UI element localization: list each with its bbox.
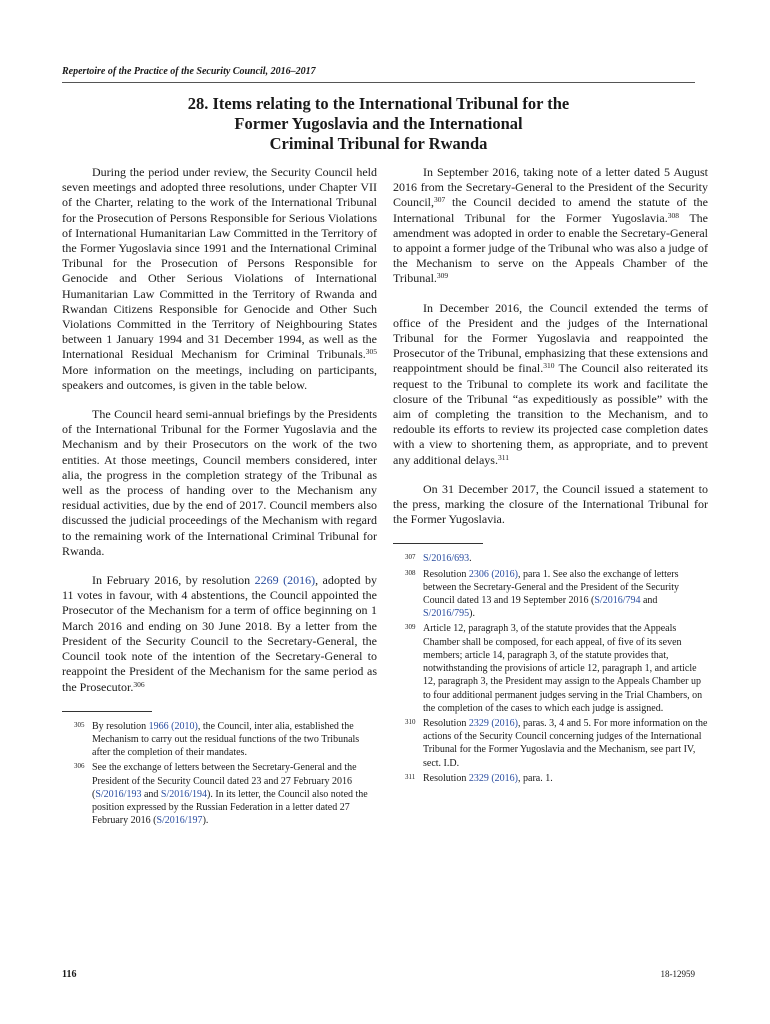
footnote-ref-305[interactable]: 305 [365, 347, 377, 357]
footnote-306: 306 See the exchange of letters between the Secretary-General and the President of the Security Council dated 23 and 27 February 2016 (S/2016/193 and S/2016/194). In its letter, the Council also noted the position expressed by the Russian Federation in a letter dated 27 February 2016 (S/2016/197). [74, 762, 368, 827]
resolution-link-2329[interactable]: 2329 (2016) [468, 717, 519, 729]
footnote-ref-310[interactable]: 310 [543, 361, 555, 371]
paragraph-meetings-overview: During the period under review, the Security Council held seven meetings and adopted three resolutions, under Chapter VII of the Charter, relating to the work of the International Tribunal for the Prosecution of Persons Responsible for Serious Violations of International Humanitarian Law Committed in the Territory of the Former Yugoslavia since 1991 and the International Criminal Tribunal for the Prosecution of Persons Responsible for Genocide and Other Serious Violations of International Humanitarian Law Committed in the Territory of Rwanda and Rwandan Citizens Responsible for Genocide and Other Such Violations Committed in the Territory of Neighbouring States between 1 January 1994 and 31 December 1994, as well as the International Residual Mechanism for Criminal Tribunals.$^{305}$ More information on the meetings, including on participants, speakers and outcomes, is given in the table below. [62, 165, 377, 392]
resolution-link-2269[interactable]: 2269 (2016) [254, 573, 316, 588]
page-number: 116 [62, 969, 77, 980]
footnote-311: 311 Resolution 2329 (2016), para. 1. [405, 772, 553, 784]
document-link-s-2016-794[interactable]: S/2016/794 [594, 595, 641, 607]
resolution-link-1966[interactable]: 1966 (2010) [148, 720, 198, 732]
footnote-310: 310 Resolution 2329 (2016), paras. 3, 4 and 5. For more information on the actions of the Security Council concerning judges of the International Tribunal for the Former Yugoslavia and the Mechanism, see part IV, sect. I.D. [405, 717, 708, 769]
footnote-divider [62, 711, 152, 712]
footnote-ref-311[interactable]: 311 [497, 452, 509, 462]
section-title-line-1: 28. Items relating to the International Tribunal for the [187, 94, 570, 113]
footnote-ref-308[interactable]: 308 [667, 210, 679, 220]
resolution-link-2306[interactable]: 2306 (2016) [468, 568, 519, 580]
document-link-s-2016-194[interactable]: S/2016/194 [160, 788, 208, 800]
section-title-line-2: Former Yugoslavia and the International [234, 114, 523, 133]
footnotes-right [393, 552, 708, 784]
document-link-s-2016-197[interactable]: S/2016/197 [156, 815, 203, 827]
footnote-divider [393, 543, 483, 544]
section-title-line-3: Criminal Tribunal for Rwanda [269, 134, 488, 153]
footnote-309: 309 Article 12, paragraph 3, of the statute provides that the Appeals Chamber shall be composed, for each appeal, of five of its seven members; article 14, paragraph 3, of the statute provides that, notwithstanding the provisions of article 12, paragraph 1, and article 12, paragraph 3, the President may assign to the Appeals Chamber up to four additional permanent judges serving in the Trial Chambers, on the completion of the cases to which each judge is assigned. [405, 623, 703, 714]
running-header: Repertoire of the Practice of the Security Council, 2016–2017 [62, 66, 316, 77]
right-column [393, 165, 708, 787]
header-divider [62, 82, 695, 83]
document-link-s-2016-193[interactable]: S/2016/193 [95, 788, 142, 800]
section-title [62, 94, 695, 154]
resolution-link-2329[interactable]: 2329 (2016) [468, 772, 519, 784]
document-link-s-2016-693[interactable]: S/2016/693 [423, 553, 470, 565]
footnote-ref-306[interactable]: 306 [133, 679, 145, 689]
paragraph-december-2016: In December 2016, the Council extended the terms of office of the President and the judges of the International Tribunal for the Former Yugoslavia and reappointed the Prosecutor of the Tribunal, emphasizing that these extensions and reappointment should be final.$^{310}$ The Council also reiterated its request to the Tribunal to complete its work and facilitate the closure of the Tribunal “as expeditiously as possible” with the aim of completing the transition to the Mechanism, and to redouble its efforts to review its projected case completion dates with a view to shortening them, as appropriate, and to prevent any additional delays.$^{311}$ [393, 300, 708, 467]
footnote-ref-309[interactable]: 309 [436, 271, 449, 281]
document-id: 18-12959 [660, 969, 695, 979]
footnote-308: 308 Resolution 2306 (2016), para 1. See also the exchange of letters between the Secretary-General and the President of the Security Council dated 13 and 19 September 2016 (S/2016/794 and S/2016/795). [405, 568, 680, 620]
paragraph-december-2017: On 31 December 2017, the Council issued a statement to the press, marking the closure of the International Tribunal for the Former Yugoslavia. [393, 481, 708, 527]
footnotes-left [62, 720, 377, 828]
footnote-307: 307 S/2016/693. [405, 553, 472, 565]
left-column [62, 165, 377, 829]
document-link-s-2016-795[interactable]: S/2016/795 [423, 608, 470, 620]
paragraph-briefings: The Council heard semi-annual briefings by the Presidents of the International Tribunal for the Former Yugoslavia and the Mechanism and by their Prosecutors on the work of the two entities. At those meetings, Council members considered, inter alia, the progress in the completion strategy of the Tribunal as well as the process of handing over to the Mechanism any residual activities, due by the end of 2017. Council members also discussed the judicial proceedings of the Mechanism with regard to the remaining work of the International Criminal Tribunal for Rwanda. [62, 407, 377, 558]
paragraph-september-2016: In September 2016, taking note of a letter dated 5 August 2016 from the Secretary-General to the President of the Security Council,$^{307}$ the Council decided to amend the statute of the International Tribunal for the Former Yugoslavia.$^{308}$ The amendment was adopted in order to enable the Secretary-General to appoint a former judge of the Tribunal who was also a judge of the Mechanism to serve on the Appeals Chamber of the Tribunal.$^{309}$ [393, 165, 708, 286]
footnote-ref-307[interactable]: 307 [434, 195, 446, 205]
footnote-305: 305 By resolution 1966 (2010), the Council, inter alia, established the Mechanism to carry out the residual functions of the two Tribunals after the completion of their mandates. [74, 720, 360, 759]
paragraph-february-2016: In February 2016, by resolution 2269 (2016), adopted by 11 votes in favour, with 4 abstentions, the Council appointed the Prosecutor of the Mechanism for a term of office beginning on 1 March 2016 and ending on 30 June 2018. By a letter from the President of the Security Council to the Secretary-General, the Council took note of the intention of the Secretary-General to reappoint the President of the Mechanism for the same period as the Prosecutor.$^{306}$ [62, 573, 377, 694]
